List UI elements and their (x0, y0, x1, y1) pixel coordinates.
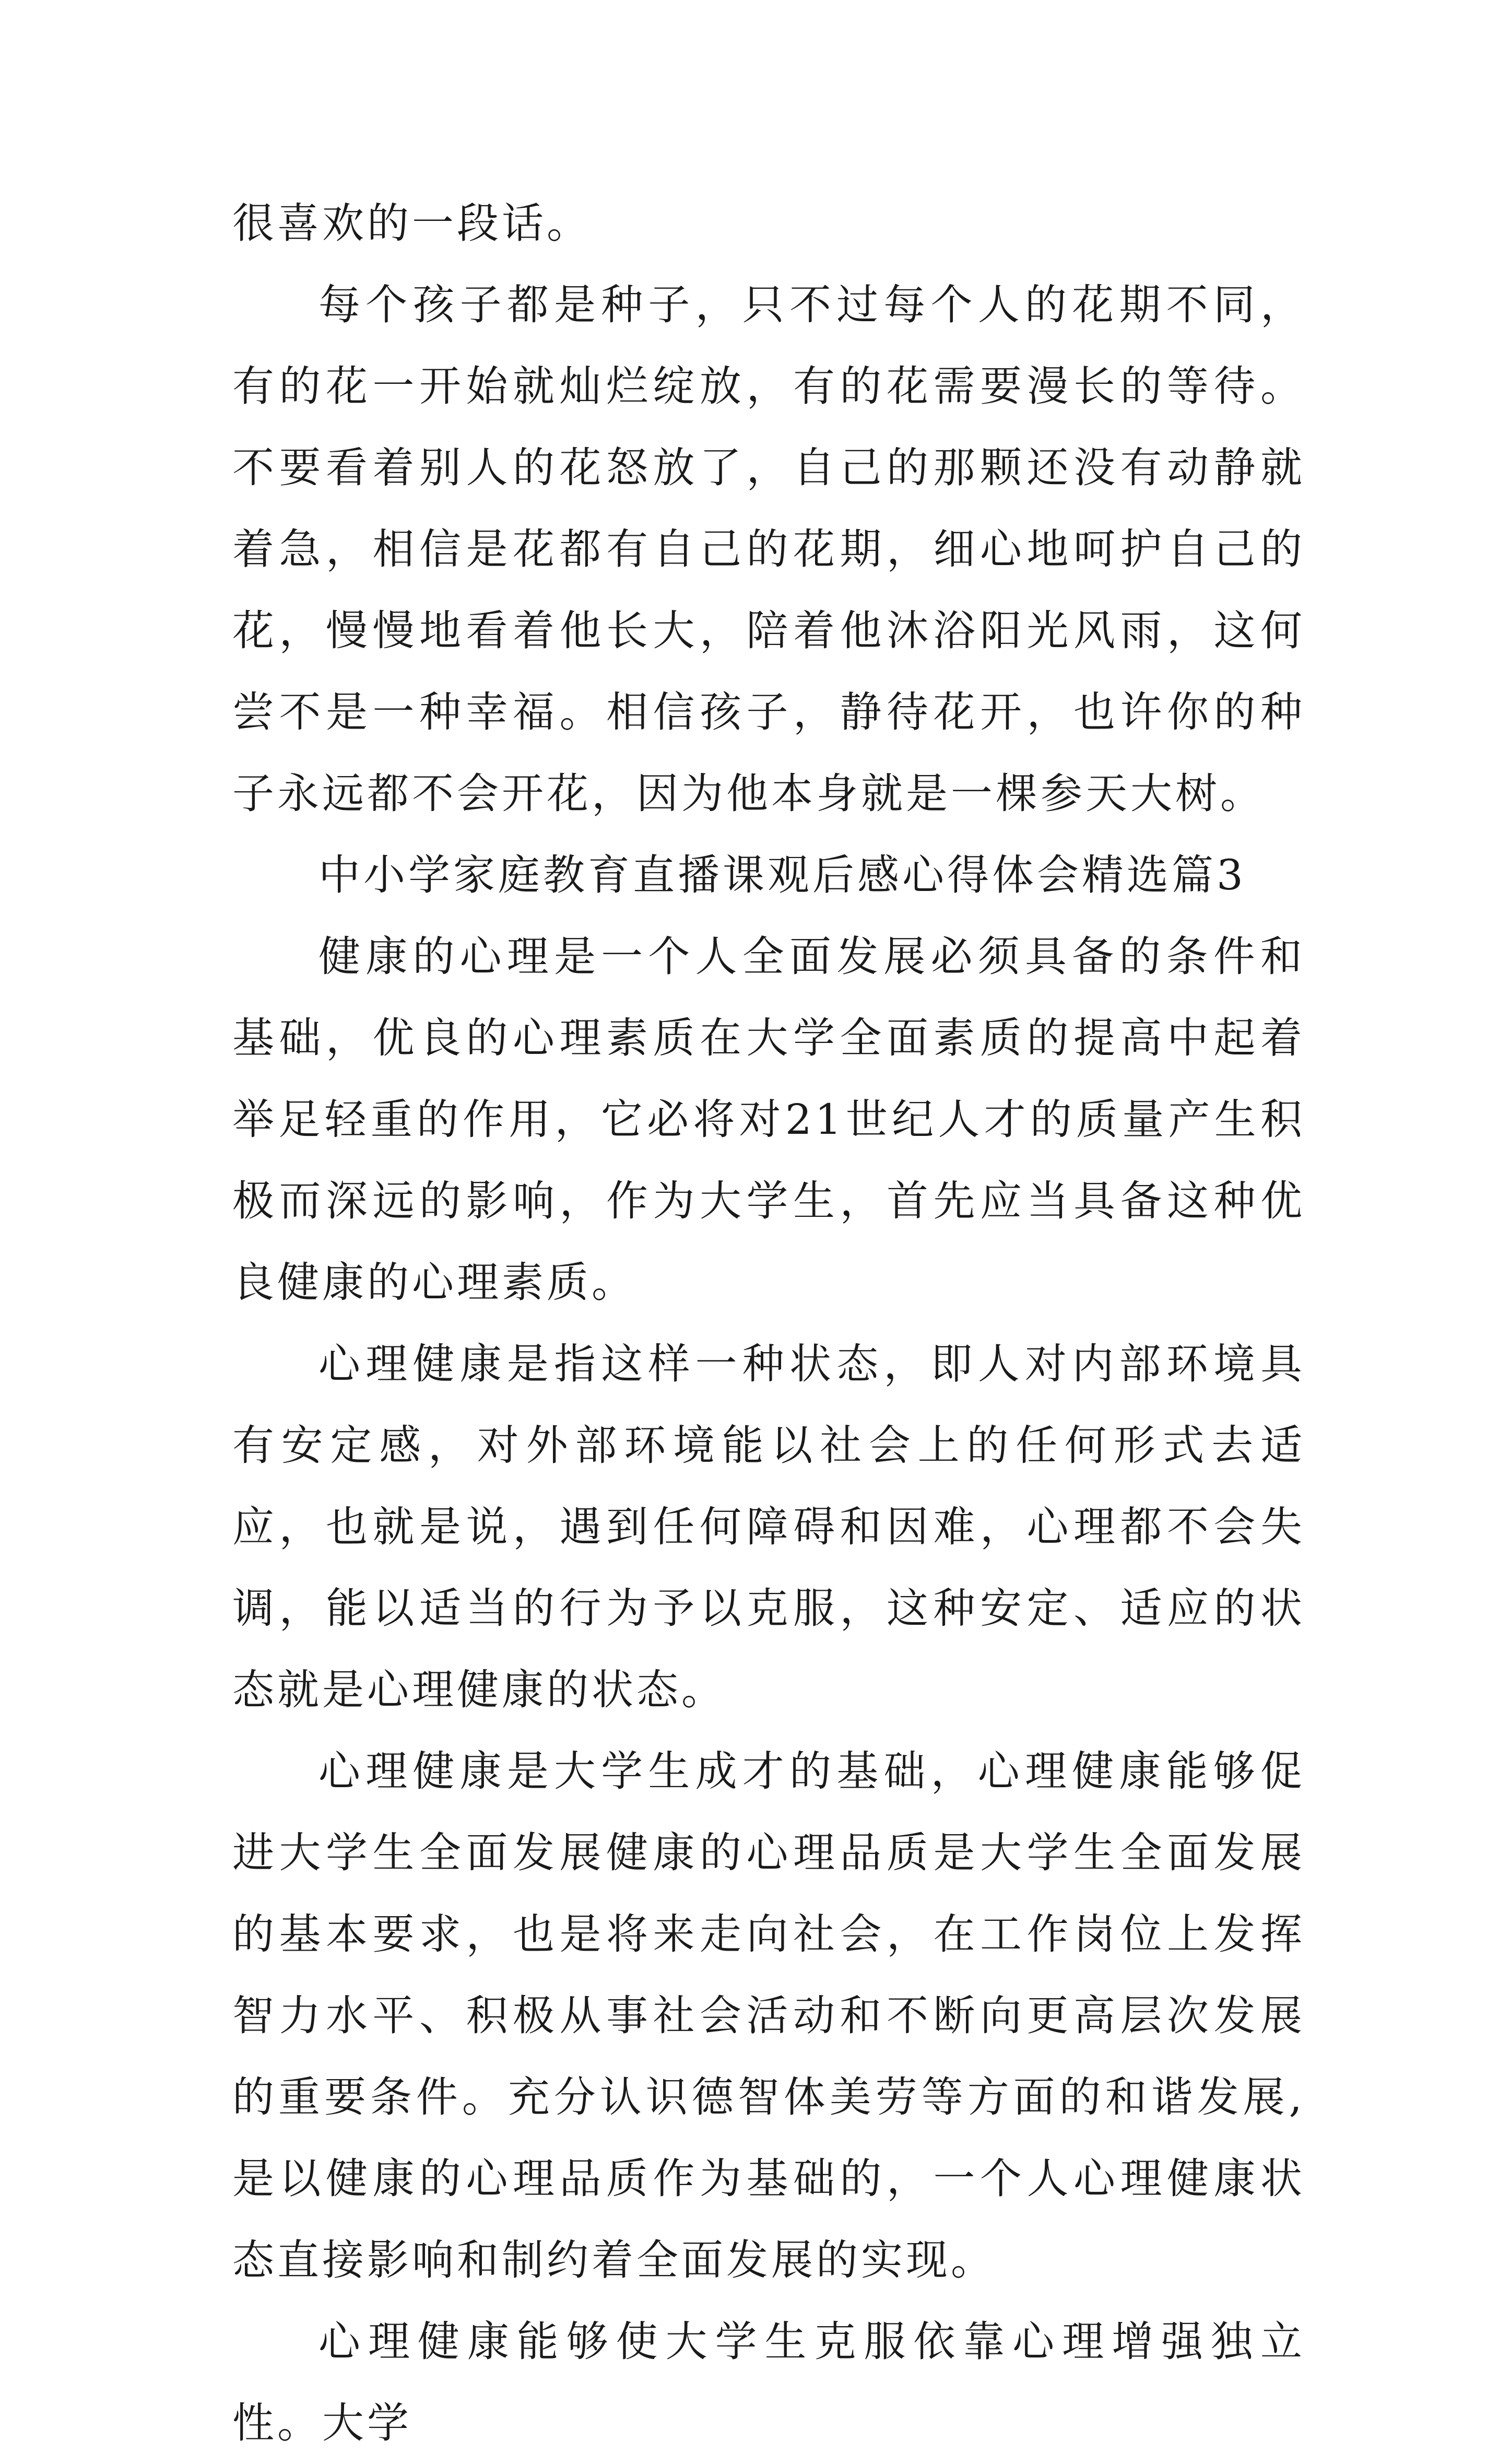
paragraph-healthy-mind: 健康的心理是一个人全面发展必须具备的条件和基础，优良的心理素质在大学全面素质的提高中起着举足轻重的作用，它必将对21世纪人才的质量产生积极而深远的影响，作为大学生，首先应当具备这种优良健康的心理素质。 (232, 932, 1305, 1307)
paragraph-foundation: 心理健康是大学生成才的基础，心理健康能够促进大学生全面发展健康的心理品质是大学生全面发展的基本要求，也是将来走向社会，在工作岗位上发挥智力水平、积极从事社会活动和不断向更高层次发展的重要条件。充分认识德智体美劳等方面的和谐发展,是以健康的心理品质作为基础的，一个人心理健康状态直接影响和制约着全面发展的实现。 (232, 1747, 1305, 2284)
section-heading: 中小学家庭教育直播课观后感心得体会精选篇3 (318, 851, 1246, 899)
paragraph-mental-health-definition: 心理健康是指这样一种状态，即人对内部环境具有安定感，对外部环境能以社会上的任何形式去适应，也就是说，遇到任何障碍和因难，心理都不会失调，能以适当的行为予以克服，这种安定、适应的状态就是心理健康的状态。 (232, 1340, 1305, 1714)
paragraph-independence: 心理健康能够使大学生克服依靠心理增强独立性。大学 (232, 2317, 1305, 2447)
paragraph-seed-quote: 每个孩子都是种子，只不过每个人的花期不同，有的花一开始就灿烂绽放，有的花需要漫长的等待。不要看着别人的花怒放了，自己的那颗还没有动静就着急，相信是花都有自己的花期，细心地呵护自己的花，慢慢地看着他长大，陪着他沐浴阳光风雨，这何尝不是一种幸福。相信孩子，静待花开，也许你的种子永远都不会开花，因为他本身就是一棵参天大树。 (232, 280, 1305, 818)
paragraph-continuation: 很喜欢的一段话。 (232, 199, 592, 248)
document-body (232, 183, 1305, 2464)
